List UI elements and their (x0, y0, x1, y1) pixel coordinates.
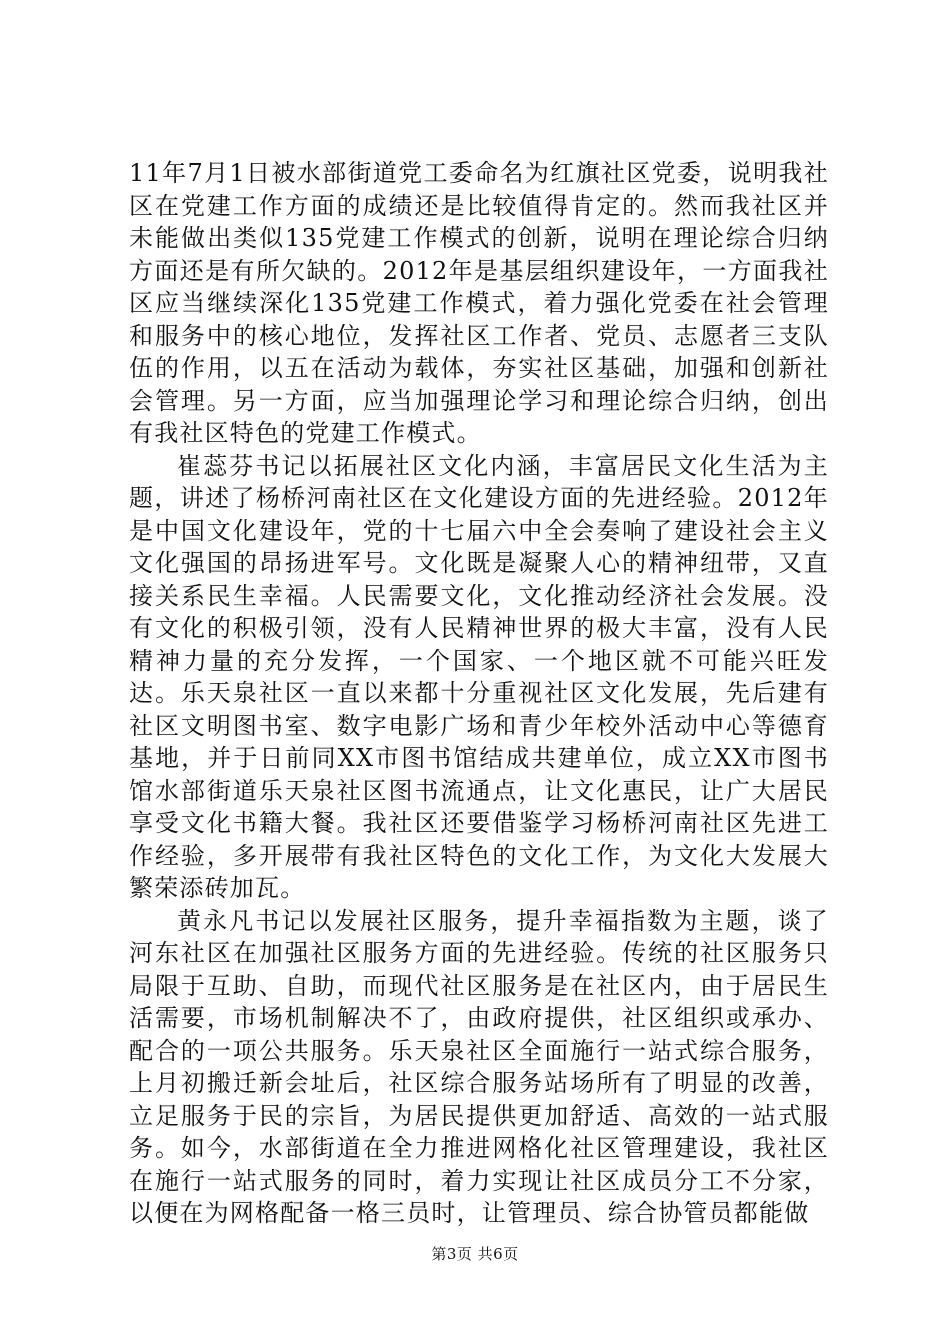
paragraph-1: 11年7月1日被水部街道党工委命名为红旗社区党委，说明我社区在党建工作方面的成绩还是比较值得肯定的。然而我社区并未能做出类似135党建工作模式的创新，说明在理论综合归纳方面还是有所欠缺的。2012年是基层组织建设年，一方面我社区应当继续深化135党建工作模式，着力强化党委在社会管理和服务中的核心地位，发挥社区工作者、党员、志愿者三支队伍的作用，以五在活动为载体，夯实社区基础，加强和创新社会管理。另一方面，应当加强理论学习和理论综合归纳，创出有我社区特色的党建工作模式。 (129, 159, 829, 447)
paragraph-2: 崔蕊芬书记以拓展社区文化内涵，丰富居民文化生活为主题，讲述了杨桥河南社区在文化建设方面的先进经验。2012年是中国文化建设年，党的十七届六中全会奏响了建设社会主义文化强国的昂扬进军号。文化既是凝聚人心的精神纽带，又直接关系民生幸福。人民需要文化，文化推动经济社会发展。没有文化的积极引领，没有人民精神世界的极大丰富，没有人民精神力量的充分发挥，一个国家、一个地区就不可能兴旺发达。乐天泉社区一直以来都十分重视社区文化发展，先后建有社区文明图书室、数字电影广场和青少年校外活动中心等德育基地，并于日前同XX市图书馆结成共建单位，成立XX市图书馆水部街道乐天泉社区图书流通点，让文化惠民，让广大居民享受文化书籍大餐。我社区还要借鉴学习杨桥河南社区先进工作经验，多开展带有我社区特色的文化工作，为文化大发展大繁荣添砖加瓦。 (129, 451, 829, 902)
page-footer (0, 1243, 950, 1264)
document-body (129, 157, 829, 1230)
page-number-label: 第3页 共6页 (431, 1245, 519, 1263)
paragraph-3: 黄永凡书记以发展社区服务，提升幸福指数为主题，谈了河东社区在加强社区服务方面的先进经验。传统的社区服务只局限于互助、自助，而现代社区服务是在社区内，由于居民生活需要，市场机制解决不了，由政府提供，社区组织或承办、配合的一项公共服务。乐天泉社区全面施行一站式综合服务，上月初搬迁新会址后，社区综合服务站场所有了明显的改善，立足服务于民的宗旨，为居民提供更加舒适、高效的一站式服务。如今，水部街道在全力推进网格化社区管理建设，我社区在施行一站式服务的同时，着力实现让社区成员分工不分家，以便在为网格配备一格三员时，让管理员、综合协管员都能做 (129, 906, 829, 1227)
